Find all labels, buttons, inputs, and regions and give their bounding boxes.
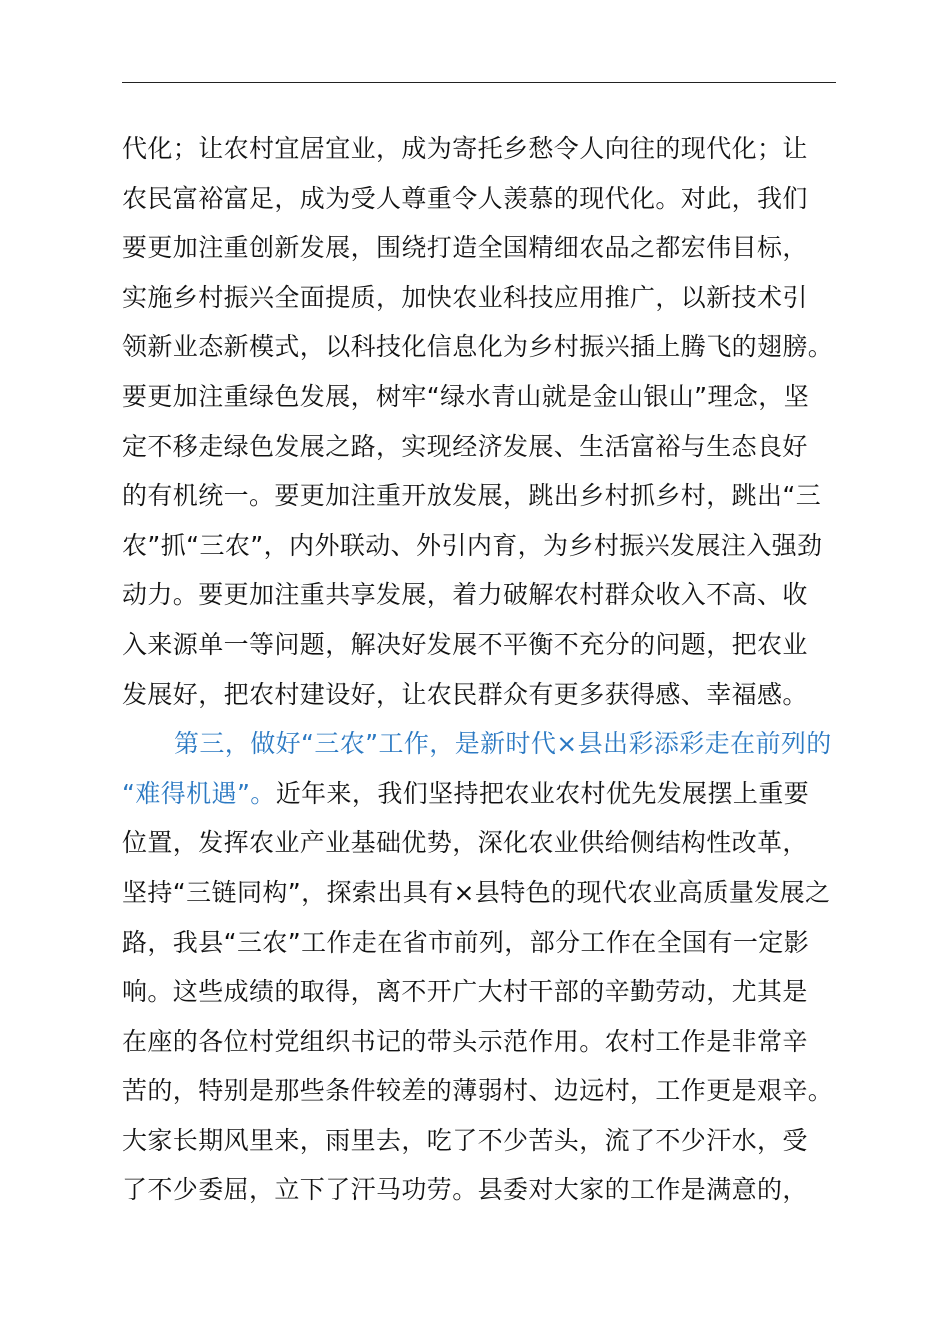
text-line: 发展好，把农村建设好，让农民群众有更多获得感、幸福感。: [122, 679, 808, 709]
text-line: 位置，发挥农业产业基础优势，深化农业供给侧结构性改革，: [122, 828, 808, 858]
section-heading: 第三，做好“三农”工作，是新时代×县出彩添彩走在前列的: [174, 729, 832, 759]
section-heading-continuation: [122, 769, 842, 819]
text-line: 大家长期风里来，雨里去，吃了不少苦头，流了不少汗水，受: [122, 1125, 808, 1155]
text-line: 入来源单一等问题，解决好发展不平衡不充分的问题，把农业: [122, 629, 808, 659]
text-line: 要更加注重创新发展，围绕打造全国精细农品之都宏伟目标，: [122, 233, 808, 263]
text-line: 领新业态新模式，以科技化信息化为乡村振兴插上腾飞的翅膀。: [122, 332, 834, 362]
text-line: 的有机统一。要更加注重开放发展，跳出乡村抓乡村，跳出“三: [122, 481, 822, 511]
text-line: 农民富裕富足，成为受人尊重令人羡慕的现代化。对此，我们: [122, 183, 808, 213]
document-body: [122, 124, 842, 1215]
header-rule: [122, 82, 836, 83]
text-line: 要更加注重绿色发展，树牢“绿水青山就是金山银山”理念，坚: [122, 381, 810, 411]
text-line: 农”抓“三农”，内外联动、外引内育，为乡村振兴发展注入强劲: [122, 530, 823, 560]
text-line: 响。这些成绩的取得，离不开广大村干部的辛勤劳动，尤其是: [122, 977, 808, 1007]
text-line: 代化；让农村宜居宜业，成为寄托乡愁令人向往的现代化；让: [122, 134, 808, 163]
text-line: 动力。要更加注重共享发展，着力破解农村群众收入不高、收: [122, 580, 808, 610]
text-line: 坚持“三链同构”，探索出具有×县特色的现代农业高质量发展之: [122, 877, 831, 907]
text-line: 在座的各位村党组织书记的带头示范作用。农村工作是非常辛: [122, 1026, 808, 1056]
text-line: 实施乡村振兴全面提质，加快农业科技应用推广，以新技术引: [122, 282, 808, 312]
heading-rest-text: 近年来，我们坚持把农业农村优先发展摆上重要: [275, 778, 810, 808]
heading-accent-text: “难得机遇”。: [122, 778, 276, 808]
text-line: 了不少委屈，立下了汗马功劳。县委对大家的工作是满意的，: [122, 1175, 808, 1205]
text-line: 路，我县“三农”工作走在省市前列，部分工作在全国有一定影: [122, 927, 810, 957]
text-line: 定不移走绿色发展之路，实现经济发展、生活富裕与生态良好: [122, 431, 808, 461]
text-line: 苦的，特别是那些条件较差的薄弱村、边远村，工作更是艰辛。: [122, 1076, 834, 1106]
